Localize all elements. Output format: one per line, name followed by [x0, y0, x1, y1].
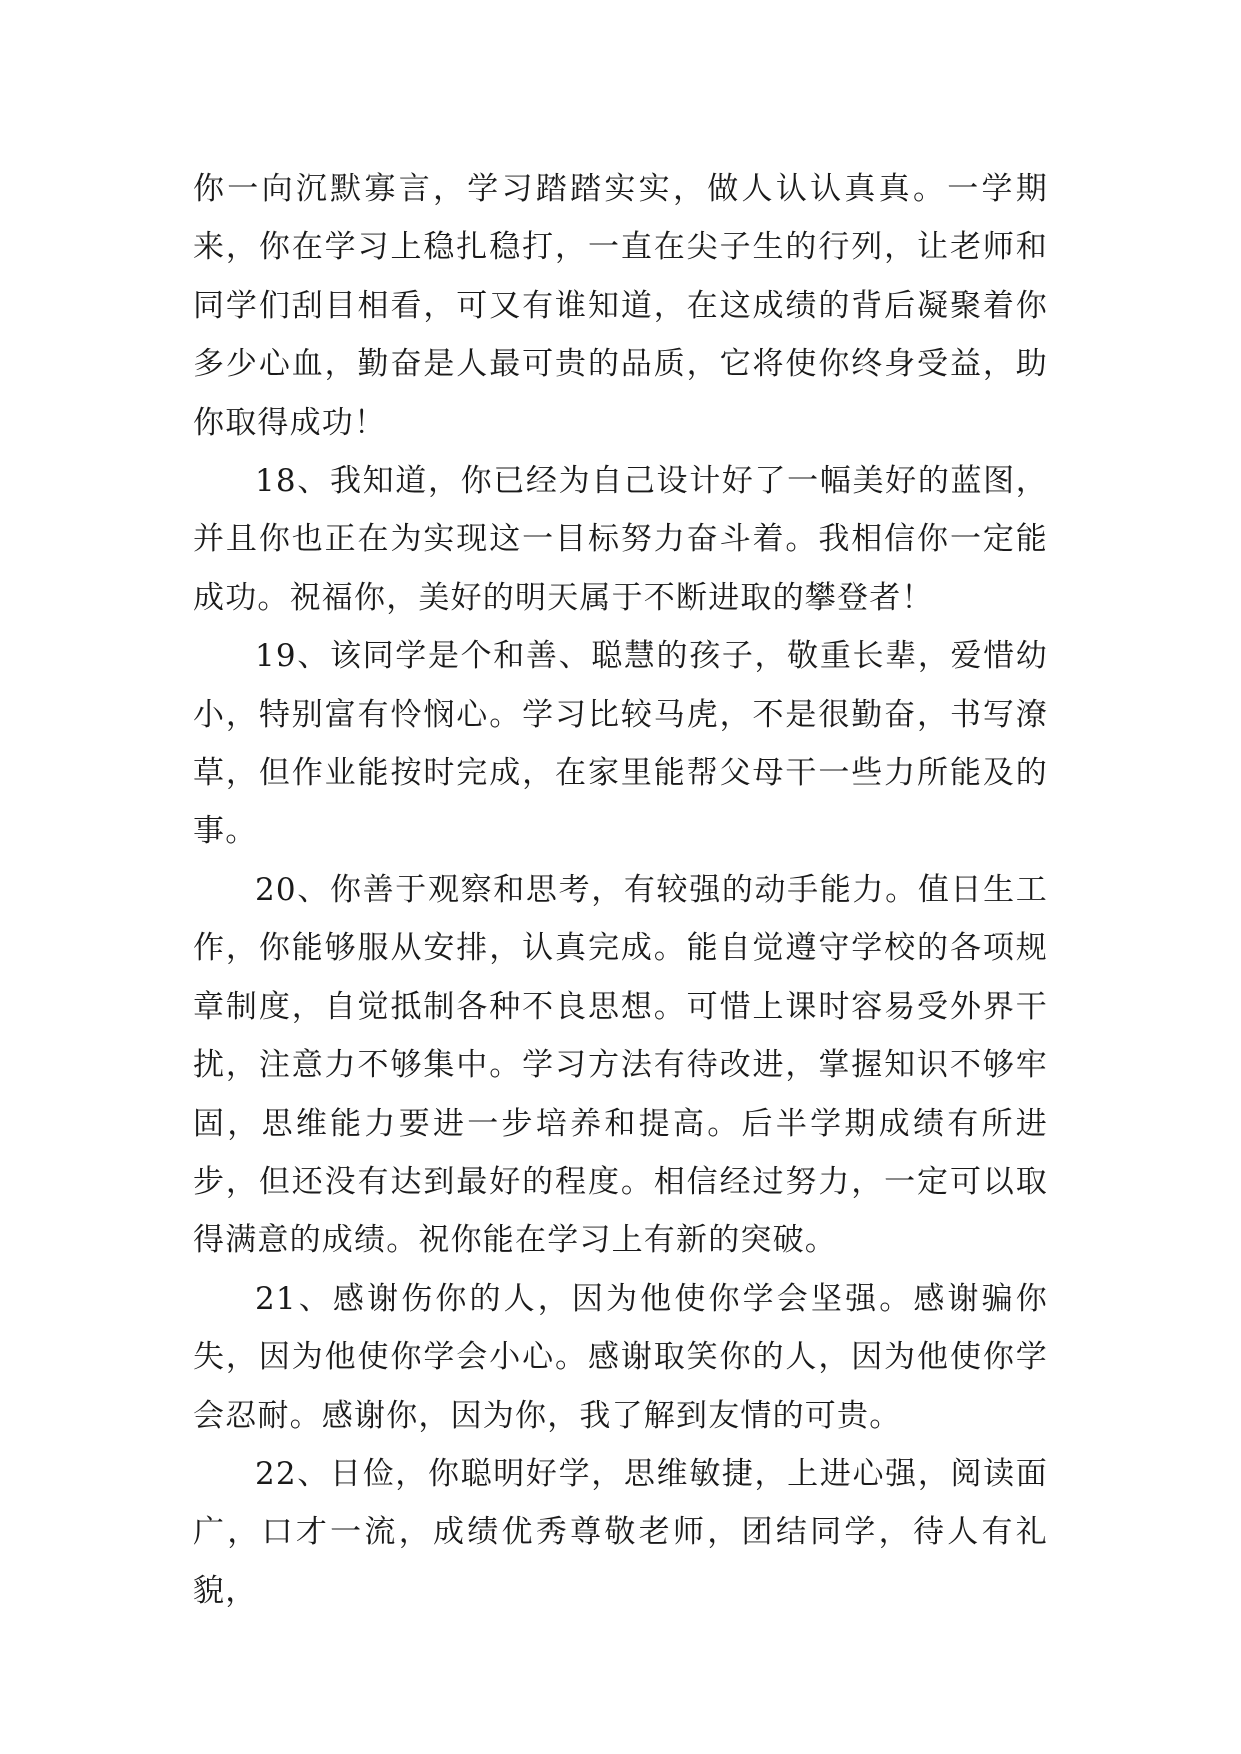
paragraph-19: 19、该同学是个和善、聪慧的孩子，敬重长辈，爱惜幼小，特别富有怜悯心。学习比较马虎，不是很勤奋，书写潦草，但作业能按时完成，在家里能帮父母干一些力所能及的事。	[193, 638, 1048, 850]
paragraph-21: 21、感谢伤你的人，因为他使你学会坚强。感谢骗你失，因为他使你学会小心。感谢取笑你的人，因为他使你学会忍耐。感谢你，因为你，我了解到友情的可贵。	[193, 1280, 1048, 1434]
document-body	[193, 160, 1048, 1620]
paragraph-22: 22、日俭，你聪明好学，思维敏捷，上进心强，阅读面广，口才一流，成绩优秀尊敬老师，团结同学，待人有礼貌，	[193, 1455, 1048, 1609]
paragraph-20: 20、你善于观察和思考，有较强的动手能力。值日生工作，你能够服从安排，认真完成。能自觉遵守学校的各项规章制度，自觉抵制各种不良思想。可惜上课时容易受外界干扰，注意力不够集中。学习方法有待改进，掌握知识不够牢固，思维能力要进一步培养和提高。后半学期成绩有所进步，但还没有达到最好的程度。相信经过努力，一定可以取得满意的成绩。祝你能在学习上有新的突破。	[193, 871, 1048, 1259]
paragraph-17-continuation: 你一向沉默寡言，学习踏踏实实，做人认认真真。一学期来，你在学习上稳扎稳打，一直在尖子生的行列，让老师和同学们刮目相看，可又有谁知道，在这成绩的背后凝聚着你多少心血，勤奋是人最可贵的品质，它将使你终身受益，助你取得成功！	[193, 171, 1048, 441]
paragraph-18: 18、我知道，你已经为自己设计好了一幅美好的蓝图，并且你也正在为实现这一目标努力奋斗着。我相信你一定能成功。祝福你，美好的明天属于不断进取的攀登者！	[193, 463, 1048, 616]
